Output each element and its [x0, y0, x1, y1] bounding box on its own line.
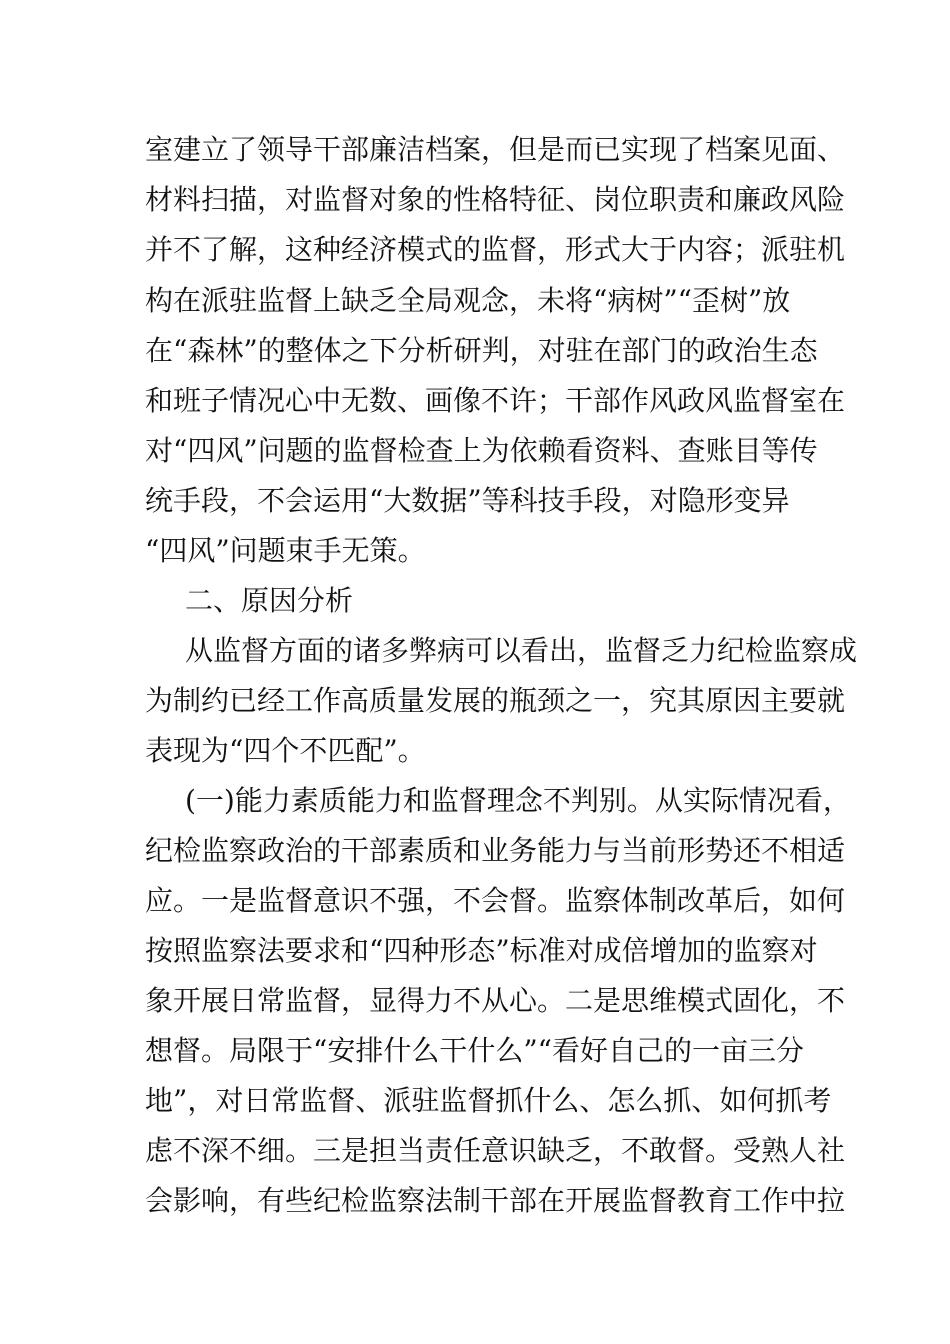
paragraph-first-line: 从监督方面的诸多弊病可以看出，监督乏力纪检监察成: [185, 634, 858, 667]
text-line: 室建立了领导干部廉洁档案，但是而已实现了档案见面、: [145, 133, 846, 166]
text-line: 表现为“四个不匹配”。: [145, 734, 426, 767]
text-line: 材料扫描，对监督对象的性格特征、岗位职责和廉政风险: [145, 183, 846, 216]
text-line: 构在派驻监督上缺乏全局观念，未将“病树”“歪树”放: [145, 284, 791, 317]
text-line: 为制约已经工作高质量发展的瓶颈之一，究其原因主要就: [145, 684, 846, 717]
text-line: 应。一是监督意识不强，不会督。监察体制改革后，如何: [145, 884, 846, 917]
text-line: 并不了解，这种经济模式的监督，形式大于内容；派驻机: [145, 233, 846, 266]
text-line: 会影响，有些纪检监察法制干部在开展监督教育工作中拉: [145, 1184, 846, 1217]
text-line: 想督。局限于“安排什么干什么”“看好自己的一亩三分: [145, 1034, 804, 1067]
text-line: 对“四风”问题的监督检查上为依赖看资料、查账目等传: [145, 434, 818, 467]
text-line: 虑不深不细。三是担当责任意识缺乏，不敢督。受熟人社: [145, 1134, 846, 1167]
text-line: 纪检监察政治的干部素质和业务能力与当前形势还不相适: [145, 834, 846, 867]
text-line: 和班子情况心中无数、画像不许；干部作风政风监督室在: [145, 384, 846, 417]
text-line: 统手段，不会运用“大数据”等科技手段，对隐形变异: [145, 484, 790, 517]
text-line: 象开展日常监督，显得力不从心。二是思维模式固化，不: [145, 984, 846, 1017]
subsection-heading-line: (一)能力素质能力和监督理念不判别。从实际情况看，: [185, 784, 851, 817]
text-line: 地”，对日常监督、派驻监督抓什么、怎么抓、如何抓考: [145, 1084, 832, 1117]
text-line: “四风”问题束手无策。: [145, 534, 426, 567]
text-line: 按照监察法要求和“四种形态”标准对成倍增加的监察对: [145, 934, 818, 967]
text-line: 在“森林”的整体之下分析研判，对驻在部门的政治生态: [145, 334, 818, 367]
section-heading: 二、原因分析: [185, 584, 354, 617]
